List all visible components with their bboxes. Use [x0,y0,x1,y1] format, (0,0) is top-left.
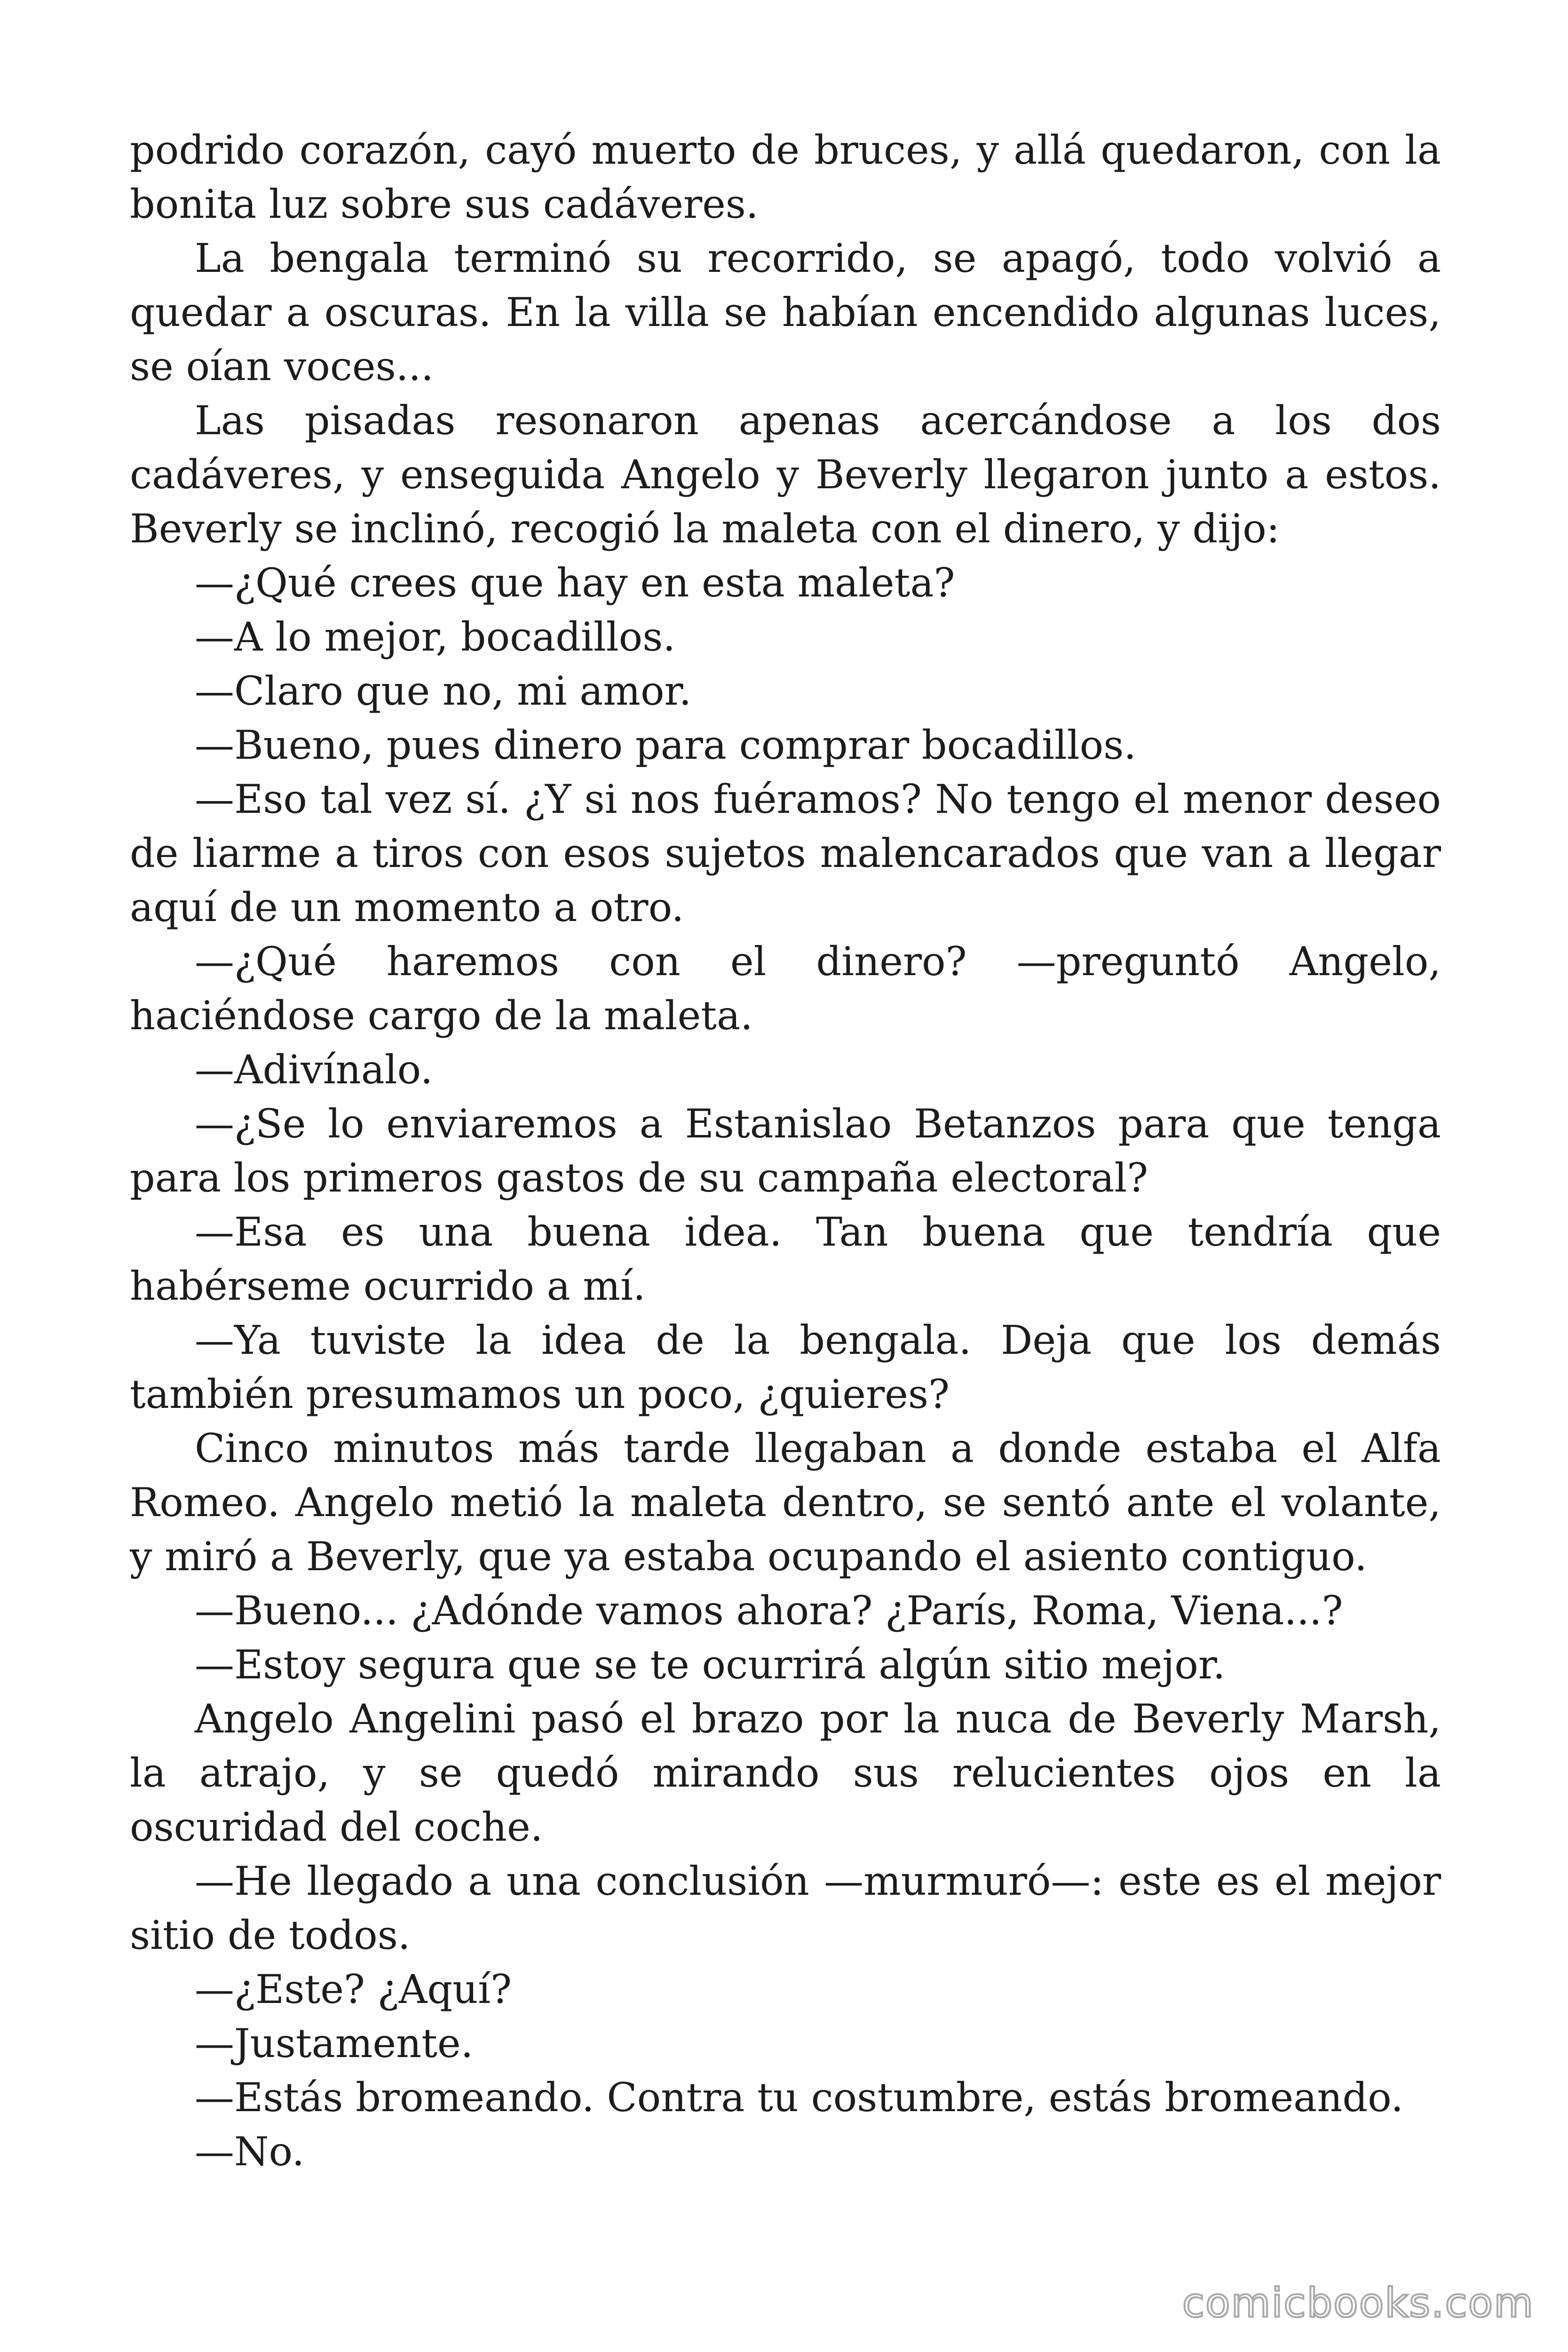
paragraph: podrido corazón, cayó muerto de bruces, y allá quedaron, con la bonita luz sobre sus cadáveres. [130,127,1441,227]
paragraph: —Bueno... ¿Adónde vamos ahora? ¿París, Roma, Viena...? [195,1588,1343,1634]
paragraph: Las pisadas resonaron apenas acercándose a los dos cadáveres, y enseguida Angelo y Beverly llegaron junto a estos. Beverly se inclinó, recogió la maleta con el dinero, y dijo: [130,397,1441,552]
paragraph: Angelo Angelini pasó el brazo por la nuca de Beverly Marsh, la atrajo, y se quedó mirando sus relucientes ojos en la oscuridad del coche. [130,1696,1441,1850]
paragraph: —Estoy segura que se te ocurrirá algún sitio mejor. [195,1642,1226,1688]
body-text [130,123,1441,2179]
paragraph: —Claro que no, mi amor. [195,668,692,714]
paragraph: —Estás bromeando. Contra tu costumbre, estás bromeando. [195,2074,1403,2121]
paragraph: La bengala terminó su recorrido, se apagó, todo volvió a quedar a oscuras. En la villa se habían encendido algunas luces, se oían voces... [130,235,1441,389]
paragraph: —Adivínalo. [195,1047,433,1093]
paragraph: —Justamente. [195,2020,474,2066]
paragraph: —A lo mejor, bocadillos. [195,614,676,660]
paragraph: Cinco minutos más tarde llegaban a donde estaba el Alfa Romeo. Angelo metió la maleta dentro, se sentó ante el volante, y miró a Beverly, que ya estaba ocupando el asiento contiguo. [130,1425,1441,1580]
paragraph: —¿Este? ¿Aquí? [195,1966,512,2012]
watermark: comicbooks.com [1182,2280,1534,2327]
paragraph: —Esa es una buena idea. Tan buena que tendría que habérseme ocurrido a mí. [130,1209,1441,1309]
paragraph: —¿Qué haremos con el dinero? —preguntó Angelo, haciéndose cargo de la maleta. [130,938,1441,1039]
paragraph: —Ya tuviste la idea de la bengala. Deja que los demás también presumamos un poco, ¿quieres? [130,1317,1441,1417]
paragraph: —Bueno, pues dinero para comprar bocadillos. [195,722,1137,768]
paragraph: —¿Qué crees que hay en esta maleta? [195,560,955,606]
paragraph: —No. [195,2129,305,2175]
paragraph: —He llegado a una conclusión —murmuró—: este es el mejor sitio de todos. [130,1858,1441,1958]
paragraph: —¿Se lo enviaremos a Estanislao Betanzos para que tenga para los primeros gastos de su campaña electoral? [130,1101,1441,1201]
paragraph: —Eso tal vez sí. ¿Y si nos fuéramos? No tengo el menor deseo de liarme a tiros con esos sujetos malencarados que van a llegar aquí de un momento a otro. [130,776,1441,930]
